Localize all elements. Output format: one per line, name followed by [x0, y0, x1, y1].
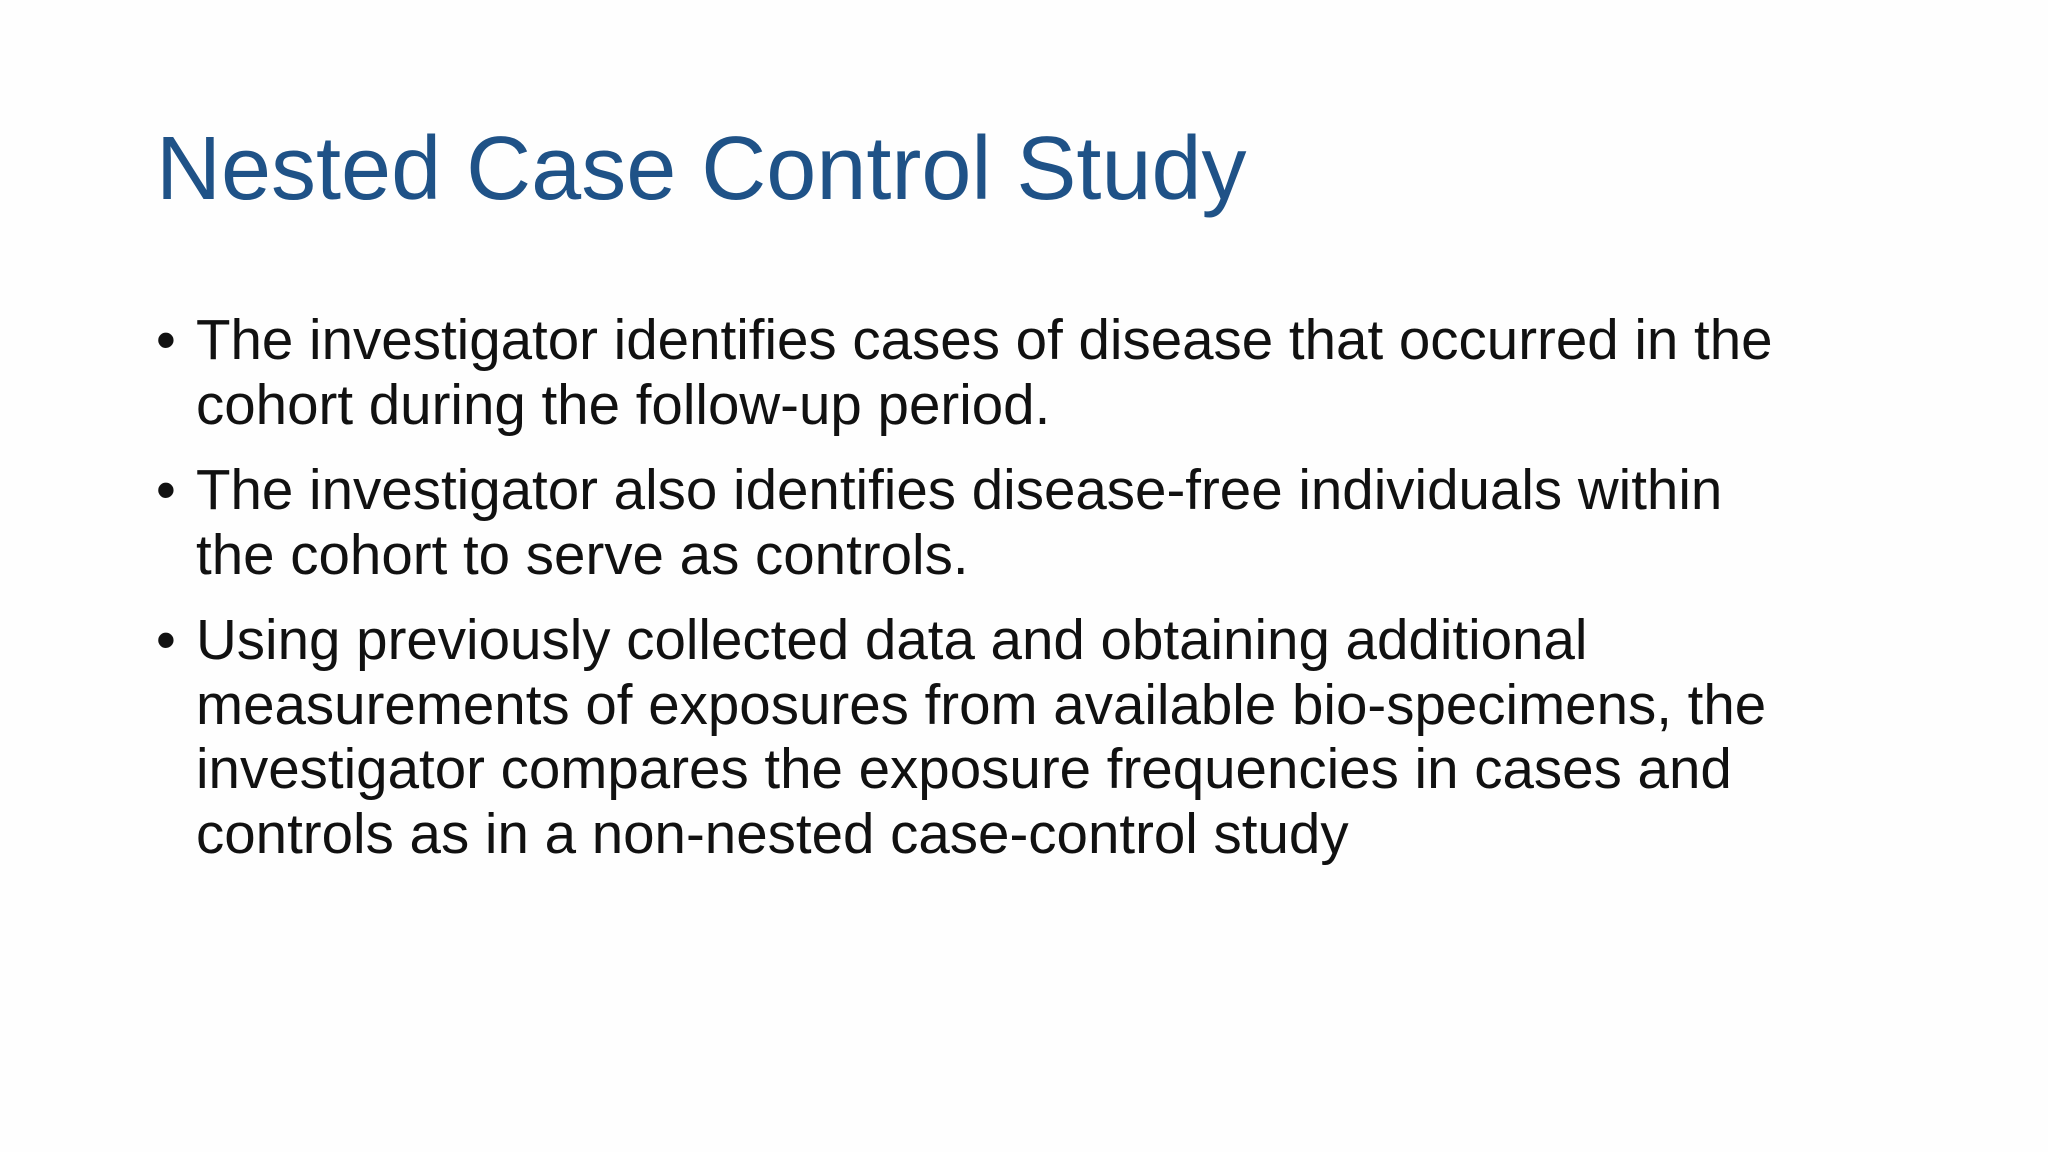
bullet-line: controls as in a non-nested case-control study — [196, 801, 1349, 865]
slide-title: Nested Case Control Study — [156, 119, 1247, 219]
bullet-marker: • — [156, 458, 176, 521]
bullet-item — [156, 458, 1956, 587]
bullet-line: measurements of exposures from available bio-specimens, the — [196, 672, 1767, 736]
bullet-line: Using previously collected data and obtaining additional — [196, 608, 1588, 671]
bullet-line: the cohort to serve as controls. — [196, 522, 969, 586]
bullet-marker: • — [156, 608, 176, 671]
bullet-line: cohort during the follow-up period. — [196, 372, 1051, 436]
bullet-item — [156, 608, 1956, 866]
bullet-item — [156, 308, 1956, 437]
bullet-list — [156, 308, 1956, 887]
bullet-line: investigator compares the exposure frequencies in cases and — [196, 737, 1732, 800]
bullet-line: The investigator identifies cases of disease that occurred in the — [196, 308, 1773, 371]
bullet-marker: • — [156, 308, 176, 371]
bullet-line: The investigator also identifies disease-free individuals within — [196, 458, 1723, 521]
